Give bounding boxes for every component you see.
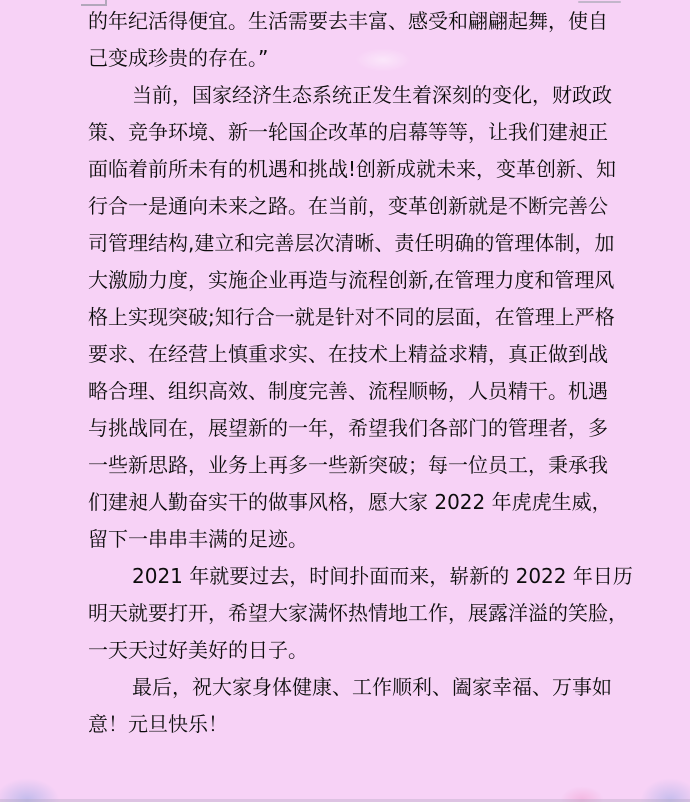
text-line: 司管理结构,建立和完善层次清晰、责任明确的管理体制，加 [88, 231, 615, 255]
text-line: 意！元旦快乐！ [88, 712, 228, 736]
text-line: 面临着前所未有的机遇和挑战!创新成就未来，变革创新、知 [88, 157, 617, 181]
text-line: 最后，祝大家身体健康、工作顺利、阖家幸福、万事如 [132, 675, 612, 699]
text-line: 要求、在经营上慎重求实、在技术上精益求精，真正做到战 [88, 342, 608, 366]
text-line: 一天天过好美好的日子。 [88, 638, 308, 662]
text-line: 与挑战同在，展望新的一年，希望我们各部门的管理者，多 [88, 416, 608, 440]
text-line: 大激励力度，实施企业再造与流程创新,在管理力度和管理风 [88, 268, 615, 292]
text-line: 策、竞争环境、新一轮国企改革的启幕等等，让我们建昶正 [88, 120, 608, 144]
text-line: 一些新思路，业务上再多一些新突破；每一位员工，秉承我 [88, 453, 608, 477]
text-line: 留下一串串丰满的足迹。 [88, 527, 308, 551]
text-line: 己变成珍贵的存在。” [88, 46, 269, 70]
text-line: 当前，国家经济生态系统正发生着深刻的变化，财政政 [132, 83, 612, 107]
document-text-block [88, 3, 633, 743]
text-line: 们建昶人勤奋实干的做事风格，愿大家 2022 年虎虎生威， [88, 490, 612, 514]
text-line: 2021 年就要过去，时间扑面而来，崭新的 2022 年日历 [132, 564, 633, 588]
text-line: 格上实现突破;知行合一就是针对不同的层面，在管理上严格 [88, 305, 615, 329]
text-line: 略合理、组织高效、制度完善、流程顺畅，人员精干。机遇 [88, 379, 608, 403]
text-line: 行合一是通向未来之路。在当前，变革创新就是不断完善公 [88, 194, 608, 218]
text-line: 明天就要打开，希望大家满怀热情地工作，展露洋溢的笑脸， [88, 601, 628, 625]
text-line: 的年纪活得便宜。生活需要去丰富、感受和翩翩起舞，使自 [88, 9, 608, 33]
